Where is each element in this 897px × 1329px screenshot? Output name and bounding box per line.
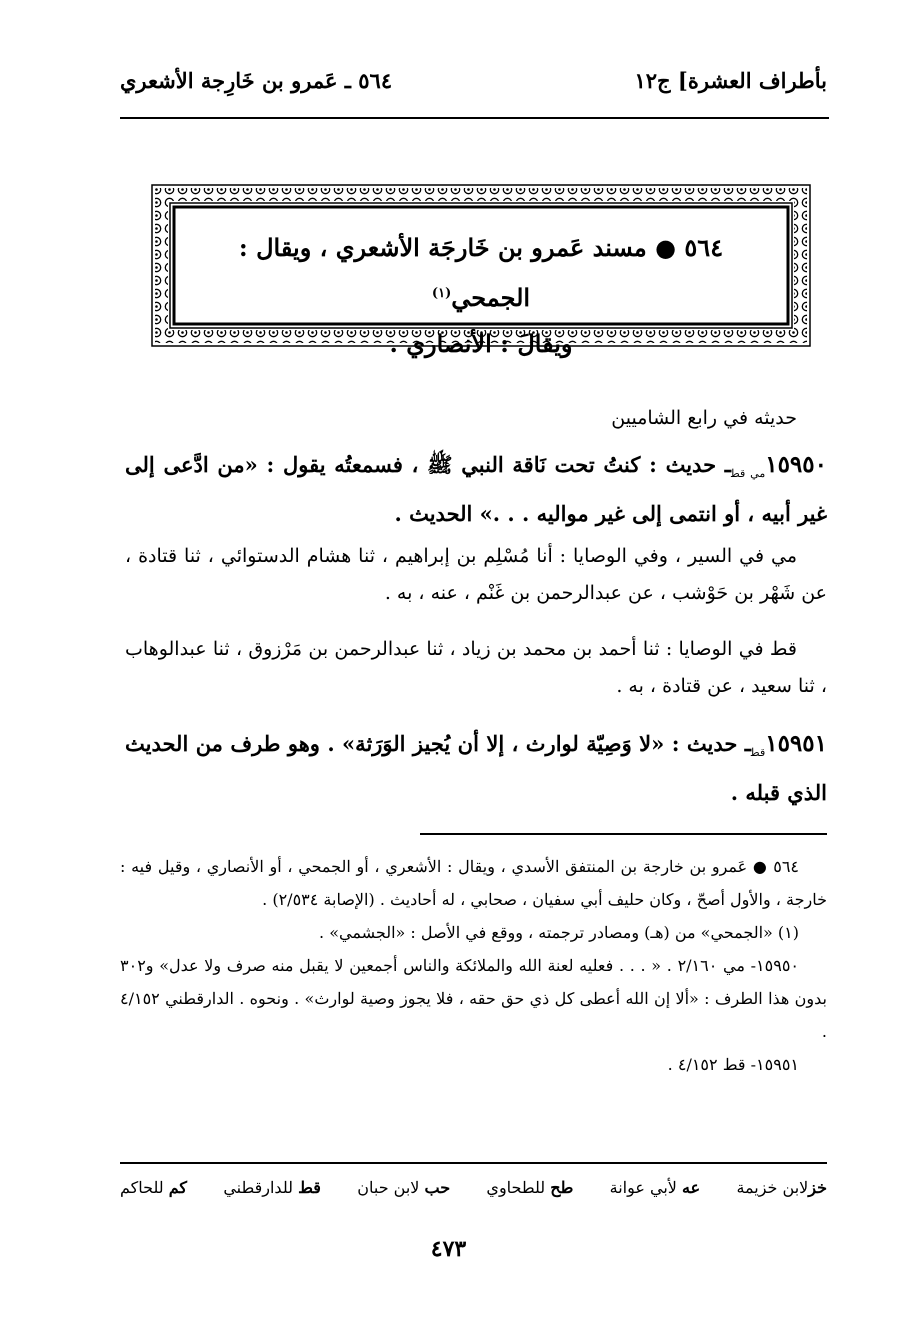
subheading: حديثه في رابع الشاميين [611, 407, 797, 429]
footnote-marker[interactable]: (١) [431, 286, 452, 301]
footnote-1: (١) «الجمحي» من (هـ) ومصادر ترجمته ، ووقع في الأصل : «الجشمي» . [319, 923, 799, 942]
hadith-sources: قط [750, 746, 766, 760]
main-text [125, 400, 827, 813]
section-title-line1: ٥٦٤ ● مسند عَمرو بن خَارجَة الأشعري ، ويقال : الجمحي$^{(١)}$ [238, 233, 724, 312]
footnote-bio: ٥٦٤ ● عَمرو بن خارجة بن المنتفق الأسدي ، ويقال : الأشعري ، أو الجمحي ، أو الأنصاري ، وقيل فيه : خارجة ، والأول أصحّ ، وكان حليف أبي سفيان ، صحابي ، له أحاديث . (الإصابة ٢/٥٣٤) . [120, 857, 827, 909]
page-number: ٤٧٣ [430, 1236, 467, 1262]
running-head-right: بأطراف العشرة] ج١٢ [634, 67, 827, 93]
abbreviation: قط للدارقطني [223, 1178, 321, 1197]
hadith-text: ـ حديث : «لا وَصِيّة لوارث ، إلا أن يُجيز الوَرَثة» . وهو طرف من الحديث الذي قبله . [125, 731, 827, 806]
abbreviation: عه لأبي عوانة [609, 1178, 701, 1197]
section-title [190, 225, 772, 367]
footnote-rule [420, 833, 827, 835]
abbreviations-key [120, 1178, 827, 1197]
footnote-15951: ١٥٩٥١- قط ٤/١٥٢ . [667, 1055, 799, 1074]
abbreviation: خزلابن خزيمة [736, 1178, 827, 1197]
running-head [120, 58, 827, 102]
running-head-left: ٥٦٤ ـ عَمرو بن خَارِجة الأشعري [120, 67, 393, 93]
isnad-qt: قط في الوصايا : ثنا أحمد بن محمد بن زياد ، ثنا عبدالرحمن بن مَرْزوق ، ثنا عبدالوهاب ، ثنا سعيد ، عن قتادة ، به . [125, 638, 827, 698]
header-rule [120, 117, 829, 119]
hadith-sources: مي قط [730, 467, 766, 481]
hadith-text: ـ حديث : كنتُ تحت نَاقة النبي ﷺ ، فسمعتُه يقول : «من ادَّعى إلى غير أبيه ، أو انتمى إلى غير مواليه . . .» الحديث . [125, 452, 827, 527]
hadith-number: ١٥٩٥٠ [765, 451, 827, 478]
section-title-line2: ويقالَ : الأنصاري . [389, 329, 573, 358]
hadith-number: ١٥٩٥١ [765, 730, 827, 758]
abbreviations-rule [120, 1162, 827, 1164]
abbreviation: كم للحاكم [120, 1178, 188, 1197]
hadith-15950 [125, 445, 827, 534]
abbreviation: طح للطحاوي [486, 1178, 574, 1197]
abbreviation: حب لابن حبان [357, 1178, 451, 1197]
title-ornament-frame [150, 183, 812, 358]
isnad-mi: مي في السير ، وفي الوصايا : أنا مُسْلِم بن إبراهيم ، ثنا هشام الدستوائي ، ثنا قتادة ، عن شَهْر بن حَوْشب ، عن عبدالرحمن بن غَنْم ، عنه ، به . [125, 545, 827, 605]
hadith-15951 [125, 724, 827, 813]
footnote-15950: ١٥٩٥٠- مي ٢/١٦٠ . « . . . فعليه لعنة الله والملائكة والناس أجمعين لا يقبل منه صرف ولا عدل» و٣٠٢ بدون هذا الطرف : «ألا إن الله أعطى كل ذي حق حقه ، فلا يجوز وصية لوارث» . ونحوه . الدارقطني ٤/١٥٢ . [120, 956, 827, 1041]
footnotes [120, 850, 827, 1081]
